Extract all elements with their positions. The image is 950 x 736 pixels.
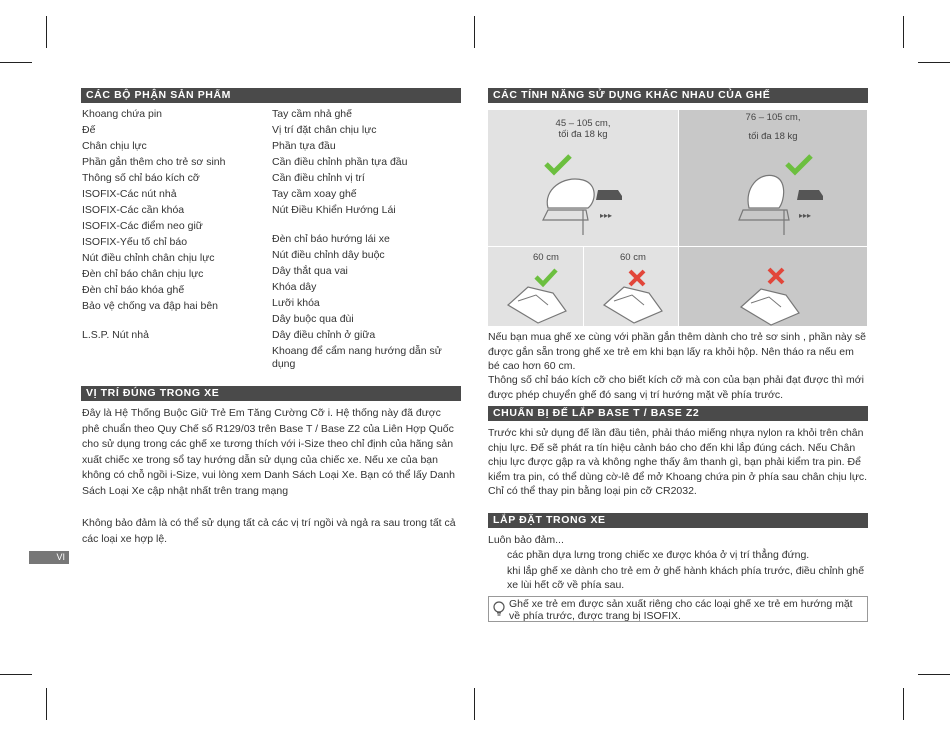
part-item: Đế — [82, 124, 96, 136]
weight-label: tối đa 18 kg — [558, 129, 608, 140]
install-section-title: LẮP ĐẶT TRONG XE — [488, 513, 868, 528]
part-item-lsp: L.S.P. Nút nhả — [82, 329, 149, 341]
position-disclaimer: Không bảo đảm là có thể sử dụng tất cả các vị trí ngồi và ngả ra sau trong tất cả các loại xe hợp lệ. — [82, 517, 456, 545]
part-item: Tay cầm xoay ghế — [272, 188, 357, 200]
crop-mark — [474, 16, 475, 48]
part-item: Khoang để cẩm nang hướng dẫn sử dụng — [272, 345, 442, 370]
infant-insert-illustration — [679, 257, 867, 327]
crop-mark — [918, 674, 950, 675]
forward-insert-no-cell — [679, 247, 867, 326]
install-bullet: các phần dựa lưng trong chiếc xe được khóa ở vị trí thẳng đứng. — [507, 549, 810, 561]
infant-insert-illustration — [488, 265, 583, 325]
part-item: Đèn chỉ báo khóa ghế — [82, 284, 185, 296]
features-section-title: CÁC TÍNH NĂNG SỬ DỤNG KHÁC NHAU CỦA GHẾ — [488, 88, 868, 103]
features-illustration-grid — [488, 110, 867, 326]
part-item: Khoang chứa pin — [82, 108, 163, 120]
crop-mark — [46, 688, 47, 720]
size-indicator-note: Thông số chỉ báo kích cỡ cho biết kích cỡ mà con của bạn phải đạt được thì mới được phép chuyển ghế đó sang vị trí hướng mặt về phía trước. — [488, 374, 865, 401]
forward-seat-illustration — [679, 150, 867, 246]
part-item: Đèn chỉ báo chân chịu lực — [82, 268, 204, 280]
parts-list-col1 — [82, 106, 225, 314]
position-paragraph: Đây là Hệ Thống Buộc Giữ Trẻ Em Tăng Cường Cỡ i. Hệ thống này đã được phê chuẩn theo Quy Chế số R129/03 trên Base T / Base Z2 của Liên Hợp Quốc cho sử dụng trong các ghế xe tương thích với i-Size theo chỉ định của hãng sản xuất chiếc xe trong sổ tay hướng dẫn sử dụng của chiếc xe. Nếu xe của bạn không có chỗ ngồi i-Size, vui lòng xem Danh Sách Loại Xe. Bạn có thể lấy Danh Sách Loại Xe cập nhật nhất trên trang mạng — [82, 407, 455, 497]
part-item: Lưỡi khóa — [272, 297, 320, 309]
part-item: Tay cầm nhả ghế — [272, 108, 352, 120]
part-item: Dây buộc qua đùi — [272, 313, 354, 325]
crop-mark — [903, 16, 904, 48]
svg-text:▸▸▸: ▸▸▸ — [799, 211, 812, 220]
tip-box — [488, 596, 868, 622]
infant-insert-ok-cell — [488, 247, 583, 326]
infant-insert-illustration — [584, 265, 678, 325]
part-item: Cần điều chỉnh phần tựa đầu — [272, 156, 408, 168]
crop-mark — [0, 674, 32, 675]
part-item: Phần gắn thêm cho trẻ sơ sinh — [82, 156, 226, 168]
height-label: 60 cm — [620, 252, 646, 263]
part-item: Đèn chỉ báo hướng lái xe — [272, 233, 390, 245]
part-item: Bảo vệ chống va đập hai bên — [82, 300, 219, 312]
part-item: ISOFIX-Các cần khóa — [82, 204, 185, 216]
crop-mark — [474, 688, 475, 720]
part-item: Nút Điều Khiển Hướng Lái — [272, 204, 396, 216]
infant-insert-note: Nếu bạn mua ghế xe cùng với phần gắn thêm dành cho trẻ sơ sinh , phần này sẽ được gắn sẵn trong ghế xe trẻ em khi bạn lấy ra khỏi hộp. Nên tháo ra nếu em bé cao hơn 60 cm. — [488, 331, 867, 372]
lightbulb-icon — [492, 601, 506, 617]
crop-mark — [918, 62, 950, 63]
part-item: Nút điều chỉnh dây buộc — [272, 249, 385, 261]
part-item: ISOFIX-Các nút nhả — [82, 188, 177, 200]
part-item: Khóa dây — [272, 281, 317, 293]
infant-insert-no-cell — [584, 247, 678, 326]
range-label: 76 – 105 cm, — [745, 112, 801, 123]
height-label: 60 cm — [533, 252, 559, 263]
install-bullet: khi lắp ghế xe dành cho trẻ em ở ghế hành khách phía trước, điều chỉnh ghế xe lùi hết cỡ về phía sau. — [507, 565, 865, 591]
part-item: ISOFIX-Yếu tố chỉ báo — [82, 236, 188, 248]
tip-text: Ghế xe trẻ em được sản xuất riêng cho các loại ghế xe trẻ em hướng mặt về phía trước, được trang bị ISOFIX. — [509, 598, 853, 622]
weight-label: tối đa 18 kg — [748, 131, 798, 142]
crop-mark — [0, 62, 32, 63]
part-item: Phần tựa đầu — [272, 140, 336, 152]
part-item: Nút điều chỉnh chân chịu lực — [82, 252, 215, 264]
part-item: Cần điều chỉnh vị trí — [272, 172, 365, 184]
part-item: Vị trí đặt chân chịu lực — [272, 124, 377, 136]
parts-list-col2b — [272, 231, 457, 371]
part-item: Dây thắt qua vai — [272, 265, 348, 277]
rearward-infant-cell — [488, 110, 678, 246]
prepare-paragraph: Trước khi sử dụng đế lần đầu tiên, phải tháo miếng nhựa nylon ra khỏi trên chân chịu lực. Đế sẽ phát ra tín hiệu cảnh báo cho đến khi lắp đúng cách. Nếu Chân chịu lực được gập ra và không nghe thấy âm thanh gì, bạn phải kiểm tra pin. Để kiểm tra pin, có thể dùng cờ-lê để mở Khoang chứa pin ở phía sau chân chịu lực. Chỉ có thể thay pin bằng loại pin cỡ CR2032. — [488, 427, 868, 497]
part-item: Chân chịu lực — [82, 140, 147, 152]
page-label: VI — [29, 551, 69, 564]
crop-mark — [46, 16, 47, 48]
forward-cell — [679, 110, 867, 246]
rear-facing-seat-illustration — [488, 150, 678, 246]
part-item: Dây điều chỉnh ở giữa — [272, 329, 376, 341]
prepare-section-title: CHUẨN BỊ ĐẾ LẮP BASE T / BASE Z2 — [488, 406, 868, 421]
crop-mark — [903, 688, 904, 720]
position-section-title: VỊ TRÍ ĐÚNG TRONG XE — [81, 386, 461, 401]
parts-list-col2a — [272, 106, 407, 218]
install-intro: Luôn bảo đảm... — [488, 534, 564, 546]
part-item: ISOFIX-Các điểm neo giữ — [82, 220, 203, 232]
svg-text:▸▸▸: ▸▸▸ — [600, 211, 613, 220]
parts-section-title: CÁC BỘ PHẬN SẢN PHẨM — [81, 88, 461, 103]
part-item: Thông số chỉ báo kích cỡ — [82, 172, 200, 184]
range-label: 45 – 105 cm, — [555, 118, 611, 129]
